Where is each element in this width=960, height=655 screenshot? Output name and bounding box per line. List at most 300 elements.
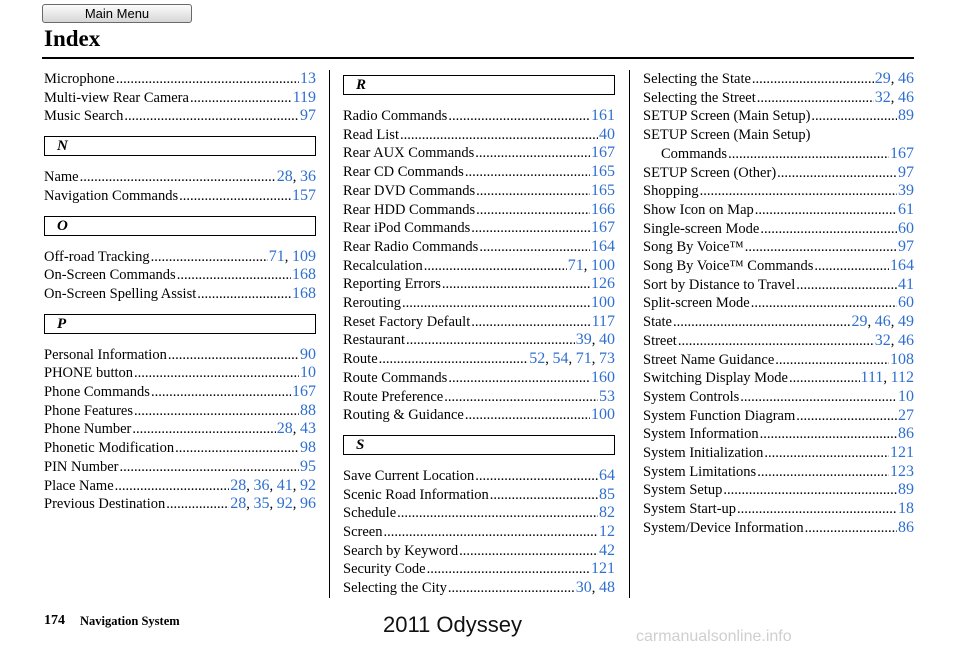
dot-leader <box>448 107 590 126</box>
entry-term: Rear Radio Commands <box>343 238 479 255</box>
page-references <box>230 495 316 514</box>
page-link[interactable]: 111 <box>860 369 884 387</box>
page-link[interactable]: 32 <box>874 88 891 106</box>
index-entry <box>343 406 615 425</box>
page-link[interactable]: 164 <box>591 237 615 255</box>
dot-leader <box>740 388 897 407</box>
page-link[interactable]: 88 <box>300 401 316 419</box>
page-references <box>875 70 914 89</box>
section-letter-heading: S <box>343 435 615 455</box>
entry-term: Route <box>343 351 378 368</box>
dot-leader <box>728 145 889 164</box>
page-link[interactable]: 168 <box>292 266 316 284</box>
index-entry <box>44 495 316 514</box>
entry-term: Rear HDD Commands <box>343 201 476 218</box>
dot-leader <box>444 388 598 407</box>
page-link[interactable]: 117 <box>591 312 615 330</box>
entry-term: Route Preference <box>343 388 444 405</box>
dot-leader <box>476 182 590 201</box>
index-section <box>44 70 316 126</box>
page-link[interactable]: 167 <box>591 219 615 237</box>
entry-term: Save Current Location <box>343 467 475 484</box>
page-references <box>890 145 914 164</box>
index-column-2 <box>343 70 615 598</box>
page-separator: , <box>292 477 300 494</box>
index-section <box>643 70 914 538</box>
page-references <box>890 257 914 276</box>
page-separator: , <box>890 332 898 349</box>
page-references <box>898 107 914 126</box>
entry-term: System/Device Information <box>643 519 804 536</box>
index-entry <box>643 444 914 463</box>
index-section <box>44 314 316 514</box>
page-link[interactable]: 61 <box>898 200 914 218</box>
entry-term: Rear CD Commands <box>343 164 464 181</box>
page-link[interactable]: 167 <box>292 383 316 401</box>
page-separator: , <box>568 351 576 368</box>
page-references <box>599 542 615 561</box>
dot-leader <box>400 126 598 145</box>
index-entry <box>44 383 316 402</box>
page-references <box>568 257 615 276</box>
page-references <box>591 201 615 220</box>
page-link[interactable]: 89 <box>898 481 914 499</box>
page-link[interactable]: 168 <box>292 284 316 302</box>
page-link[interactable]: 28 <box>276 168 293 186</box>
page-link[interactable]: 166 <box>591 200 615 218</box>
page-link[interactable]: 41 <box>898 275 914 293</box>
page-link[interactable]: 46 <box>874 313 891 331</box>
entry-term: Search by Keyword <box>343 542 459 559</box>
index-entry <box>343 504 615 523</box>
dot-leader <box>723 481 897 500</box>
entry-term: Read List <box>343 126 399 143</box>
page-link[interactable]: 100 <box>591 406 615 424</box>
page-separator: , <box>545 351 553 368</box>
index-column-3 <box>643 70 914 538</box>
main-menu-button[interactable]: Main Menu <box>42 4 192 23</box>
dot-leader <box>179 187 291 206</box>
entry-term: Street Name Guidance <box>643 351 775 368</box>
page-separator: , <box>292 169 300 186</box>
dot-leader <box>789 369 860 388</box>
index-entry <box>343 467 615 486</box>
entry-term: Selecting the Street <box>643 89 756 106</box>
dot-leader <box>459 542 598 561</box>
page-link[interactable]: 48 <box>599 579 615 597</box>
index-entry <box>643 519 914 538</box>
index-entry <box>343 144 615 163</box>
dot-leader <box>811 107 897 126</box>
dot-leader <box>197 285 291 304</box>
index-entry <box>643 238 914 257</box>
entry-term: Restaurant <box>343 332 406 349</box>
page-references <box>591 182 615 201</box>
page-link[interactable]: 71 <box>268 247 285 265</box>
page-link[interactable]: 126 <box>591 275 615 293</box>
page-references <box>591 369 615 388</box>
index-entry <box>643 70 914 89</box>
page-link[interactable]: 160 <box>591 368 615 386</box>
page-references <box>898 220 914 239</box>
page-link[interactable]: 96 <box>300 495 316 513</box>
page-link[interactable]: 10 <box>300 364 316 382</box>
dot-leader <box>775 351 889 370</box>
index-entry <box>643 294 914 313</box>
index-entry <box>44 346 316 365</box>
page-link[interactable]: 165 <box>591 181 615 199</box>
index-entry <box>643 276 914 295</box>
index-entry <box>343 275 615 294</box>
page-separator: , <box>867 314 875 331</box>
dot-leader <box>465 406 590 425</box>
dot-leader <box>397 504 598 523</box>
page-link[interactable]: 10 <box>898 387 914 405</box>
dot-leader <box>796 407 897 426</box>
dot-leader <box>471 219 590 238</box>
index-entry <box>643 463 914 482</box>
page-link[interactable]: 165 <box>591 163 615 181</box>
page-references <box>898 294 914 313</box>
index-entry <box>643 126 914 163</box>
page-references <box>292 187 316 206</box>
entry-term: Music Search <box>44 108 124 125</box>
page-references <box>269 248 316 267</box>
page-references <box>292 383 316 402</box>
model-watermark: 2011 Odyssey <box>383 612 523 637</box>
entry-term: Phonetic Modification <box>44 440 175 457</box>
index-entry <box>44 477 316 496</box>
page-link[interactable]: 39 <box>898 182 914 200</box>
dot-leader <box>427 560 590 579</box>
dot-leader <box>120 458 299 477</box>
page-references <box>898 407 914 426</box>
page-link[interactable]: 108 <box>890 350 914 368</box>
entry-term: Rear AUX Commands <box>343 145 475 162</box>
page-link[interactable]: 89 <box>898 107 914 125</box>
page-references <box>591 144 615 163</box>
page-separator: , <box>583 257 591 274</box>
page-link[interactable]: 92 <box>276 495 293 513</box>
page-references <box>599 388 615 407</box>
page-references <box>592 313 615 332</box>
entry-term: Screen <box>343 524 383 541</box>
page-separator: , <box>284 248 292 265</box>
entry-term: SETUP Screen (Other) <box>643 164 777 181</box>
index-entry <box>44 70 316 89</box>
page-link[interactable]: 40 <box>599 331 615 349</box>
entry-term: Radio Commands <box>343 108 448 124</box>
index-entry <box>643 220 914 239</box>
page-link[interactable]: 35 <box>253 495 270 513</box>
entry-term: System Start-up <box>643 501 737 518</box>
index-entry <box>44 402 316 421</box>
dot-leader <box>752 70 874 89</box>
entry-term: Previous Destination <box>44 496 166 513</box>
dot-leader <box>448 369 590 388</box>
page-separator: , <box>292 496 300 513</box>
page-references <box>529 350 615 369</box>
entry-term: Multi-view Rear Camera <box>44 89 189 106</box>
page-link[interactable]: 164 <box>890 257 914 275</box>
page-references <box>591 275 615 294</box>
page-link[interactable]: 123 <box>890 462 914 480</box>
page-link[interactable]: 29 <box>851 313 868 331</box>
index-entry <box>343 542 615 561</box>
dot-leader <box>737 500 897 519</box>
entry-term-continuation: Commands <box>661 145 728 162</box>
dot-leader <box>124 107 299 126</box>
index-entry <box>643 164 914 183</box>
page-references <box>599 486 615 505</box>
page-references <box>898 519 914 538</box>
page-link[interactable]: 46 <box>898 331 914 349</box>
entry-term: Song By Voice™ Commands <box>643 258 814 275</box>
dot-leader <box>166 495 229 514</box>
index-entry <box>343 579 615 598</box>
index-entry <box>643 332 914 351</box>
section-letter-heading: R <box>343 75 615 95</box>
index-entry <box>343 201 615 220</box>
page-link[interactable]: 36 <box>253 476 270 494</box>
page-link[interactable]: 97 <box>300 107 316 125</box>
dot-leader <box>151 383 291 402</box>
index-entry <box>343 126 615 145</box>
index-entry <box>343 107 615 126</box>
page-references <box>898 164 914 183</box>
page-references <box>591 560 615 579</box>
page-link[interactable]: 98 <box>300 439 316 457</box>
page-link[interactable]: 167 <box>890 144 914 162</box>
entry-term: Phone Features <box>44 402 133 419</box>
page-link[interactable]: 53 <box>599 387 615 405</box>
page-link[interactable]: 97 <box>898 163 914 181</box>
entry-term: Selecting the State <box>643 71 751 87</box>
page-link[interactable]: 161 <box>591 107 615 124</box>
page-references <box>599 467 615 486</box>
dot-leader <box>134 364 299 383</box>
index-entry <box>343 294 615 313</box>
dot-leader <box>757 463 889 482</box>
page-references <box>300 107 316 126</box>
page-references <box>576 579 615 598</box>
index-entry <box>44 420 316 439</box>
page-link[interactable]: 97 <box>898 238 914 256</box>
entry-term: Rear iPod Commands <box>343 220 471 237</box>
page-link[interactable]: 95 <box>300 457 316 475</box>
page-link[interactable]: 157 <box>292 186 316 204</box>
page-link[interactable]: 32 <box>874 331 891 349</box>
page-link[interactable]: 18 <box>898 500 914 518</box>
entry-term: Rerouting <box>343 295 401 312</box>
page-link[interactable]: 71 <box>575 350 592 368</box>
index-entry <box>643 425 914 444</box>
page-link[interactable]: 52 <box>529 350 546 368</box>
index-entry <box>643 388 914 407</box>
page-references <box>230 477 316 496</box>
page-link[interactable]: 121 <box>890 444 914 462</box>
index-entry <box>44 285 316 304</box>
page-link[interactable]: 86 <box>898 518 914 536</box>
page-link[interactable]: 28 <box>276 420 293 438</box>
page-link[interactable]: 82 <box>599 504 615 522</box>
page-separator: , <box>269 496 277 513</box>
page-link[interactable]: 73 <box>599 350 615 368</box>
index-section <box>343 75 615 425</box>
index-entry <box>44 458 316 477</box>
page-references <box>599 504 615 523</box>
index-entry <box>44 107 316 126</box>
page-separator: , <box>269 477 277 494</box>
page-references <box>599 523 615 542</box>
entry-term: Street <box>643 332 677 349</box>
page-references <box>591 107 615 126</box>
page-references <box>591 163 615 182</box>
entry-term: Rear DVD Commands <box>343 182 476 199</box>
page-references <box>277 420 316 439</box>
entry-term: Reporting Errors <box>343 276 441 293</box>
page-link[interactable]: 29 <box>874 70 891 87</box>
dot-leader <box>168 346 299 365</box>
page-link[interactable]: 60 <box>898 294 914 312</box>
page-references <box>591 238 615 257</box>
entry-term: Scenic Road Information <box>343 486 489 503</box>
page-link[interactable]: 85 <box>599 485 615 503</box>
page-link[interactable]: 92 <box>300 476 316 494</box>
page-separator: , <box>591 580 599 597</box>
page-link[interactable]: 90 <box>300 345 316 363</box>
entry-term: Song By Voice™ <box>643 239 744 256</box>
page-separator: , <box>292 421 300 438</box>
entry-term: Show Icon on Map <box>643 201 754 218</box>
column-divider <box>329 70 330 598</box>
dot-leader <box>80 168 276 187</box>
index-entry <box>343 388 615 407</box>
page-references <box>591 219 615 238</box>
page-references <box>591 406 615 425</box>
page-references <box>277 168 316 187</box>
dot-leader <box>465 163 590 182</box>
dot-leader <box>745 238 897 257</box>
dot-leader <box>177 266 291 285</box>
entry-term: System Controls <box>643 388 740 405</box>
page-references <box>852 313 915 332</box>
site-watermark: carmanualsonline.info <box>636 628 792 645</box>
page-link[interactable]: 30 <box>575 579 592 597</box>
dot-leader <box>132 420 275 439</box>
index-section <box>44 216 316 304</box>
index-entry <box>343 257 615 276</box>
dot-leader <box>402 294 590 313</box>
page-link[interactable]: 12 <box>599 523 615 541</box>
page-references <box>300 364 316 383</box>
entry-term: Sort by Distance to Travel <box>643 276 796 293</box>
page-link[interactable]: 28 <box>230 476 247 494</box>
page-references <box>875 89 914 108</box>
page-link[interactable]: 100 <box>591 256 615 274</box>
dot-leader <box>490 486 598 505</box>
dot-leader <box>379 350 529 369</box>
title-divider <box>42 57 914 59</box>
index-entry <box>343 313 615 332</box>
page-references <box>861 369 914 388</box>
dot-leader <box>777 164 897 183</box>
dot-leader <box>475 467 598 486</box>
entry-term: System Setup <box>643 482 723 499</box>
page-link[interactable]: 64 <box>599 466 615 484</box>
page-link[interactable]: 46 <box>898 88 914 106</box>
page-references <box>890 463 914 482</box>
page-separator: , <box>883 370 891 387</box>
index-entry <box>643 481 914 500</box>
entry-term: Schedule <box>343 505 397 522</box>
page-references <box>898 481 914 500</box>
page-link[interactable]: 86 <box>898 425 914 443</box>
page-link[interactable]: 43 <box>300 420 316 438</box>
page-link[interactable]: 49 <box>898 313 914 331</box>
index-entry <box>343 486 615 505</box>
page-link[interactable]: 54 <box>552 350 569 368</box>
page-link[interactable]: 27 <box>898 406 914 424</box>
entry-term: Selecting the City <box>343 580 447 597</box>
dot-leader <box>471 313 590 332</box>
index-entry <box>343 523 615 542</box>
index-entry <box>643 351 914 370</box>
index-entry <box>44 168 316 187</box>
page-link[interactable]: 100 <box>591 294 615 312</box>
entry-term: System Information <box>643 426 759 443</box>
dot-leader <box>406 331 575 350</box>
entry-term: Reset Factory Default <box>343 313 471 330</box>
entry-term: Route Commands <box>343 369 448 386</box>
index-entry <box>44 248 316 267</box>
page-link[interactable]: 40 <box>599 125 615 143</box>
page-link[interactable]: 112 <box>890 369 914 387</box>
entry-term: Split-screen Mode <box>643 295 750 312</box>
page-link[interactable]: 28 <box>230 495 247 513</box>
page-separator: , <box>246 477 254 494</box>
entry-term: SETUP Screen (Main Setup) <box>643 108 811 125</box>
page-link[interactable]: 167 <box>591 144 615 162</box>
page-link[interactable]: 42 <box>599 541 615 559</box>
index-entry <box>643 257 914 276</box>
section-letter-heading: N <box>44 136 316 156</box>
page-link[interactable]: 109 <box>292 247 316 265</box>
page-link[interactable]: 46 <box>898 70 914 87</box>
entry-term: PIN Number <box>44 458 119 475</box>
footer-label: Navigation System <box>80 614 180 628</box>
page-link[interactable]: 119 <box>292 88 316 106</box>
page-link[interactable]: 36 <box>300 168 316 186</box>
page-link[interactable]: 60 <box>898 219 914 237</box>
index-entry <box>643 313 914 332</box>
entry-term: On-Screen Commands <box>44 267 176 284</box>
page-link[interactable]: 13 <box>300 70 316 87</box>
page-link[interactable]: 41 <box>276 476 293 494</box>
page-link[interactable]: 71 <box>567 256 584 274</box>
page-references <box>898 500 914 519</box>
dot-leader <box>115 477 230 496</box>
dot-leader <box>424 257 567 276</box>
page-separator: , <box>890 314 898 331</box>
index-entry <box>643 89 914 108</box>
index-entry <box>343 350 615 369</box>
page-link[interactable]: 121 <box>591 560 615 578</box>
entry-term: Switching Display Mode <box>643 370 788 387</box>
page-references <box>898 276 914 295</box>
page-references <box>890 351 914 370</box>
page-link[interactable]: 39 <box>575 331 592 349</box>
